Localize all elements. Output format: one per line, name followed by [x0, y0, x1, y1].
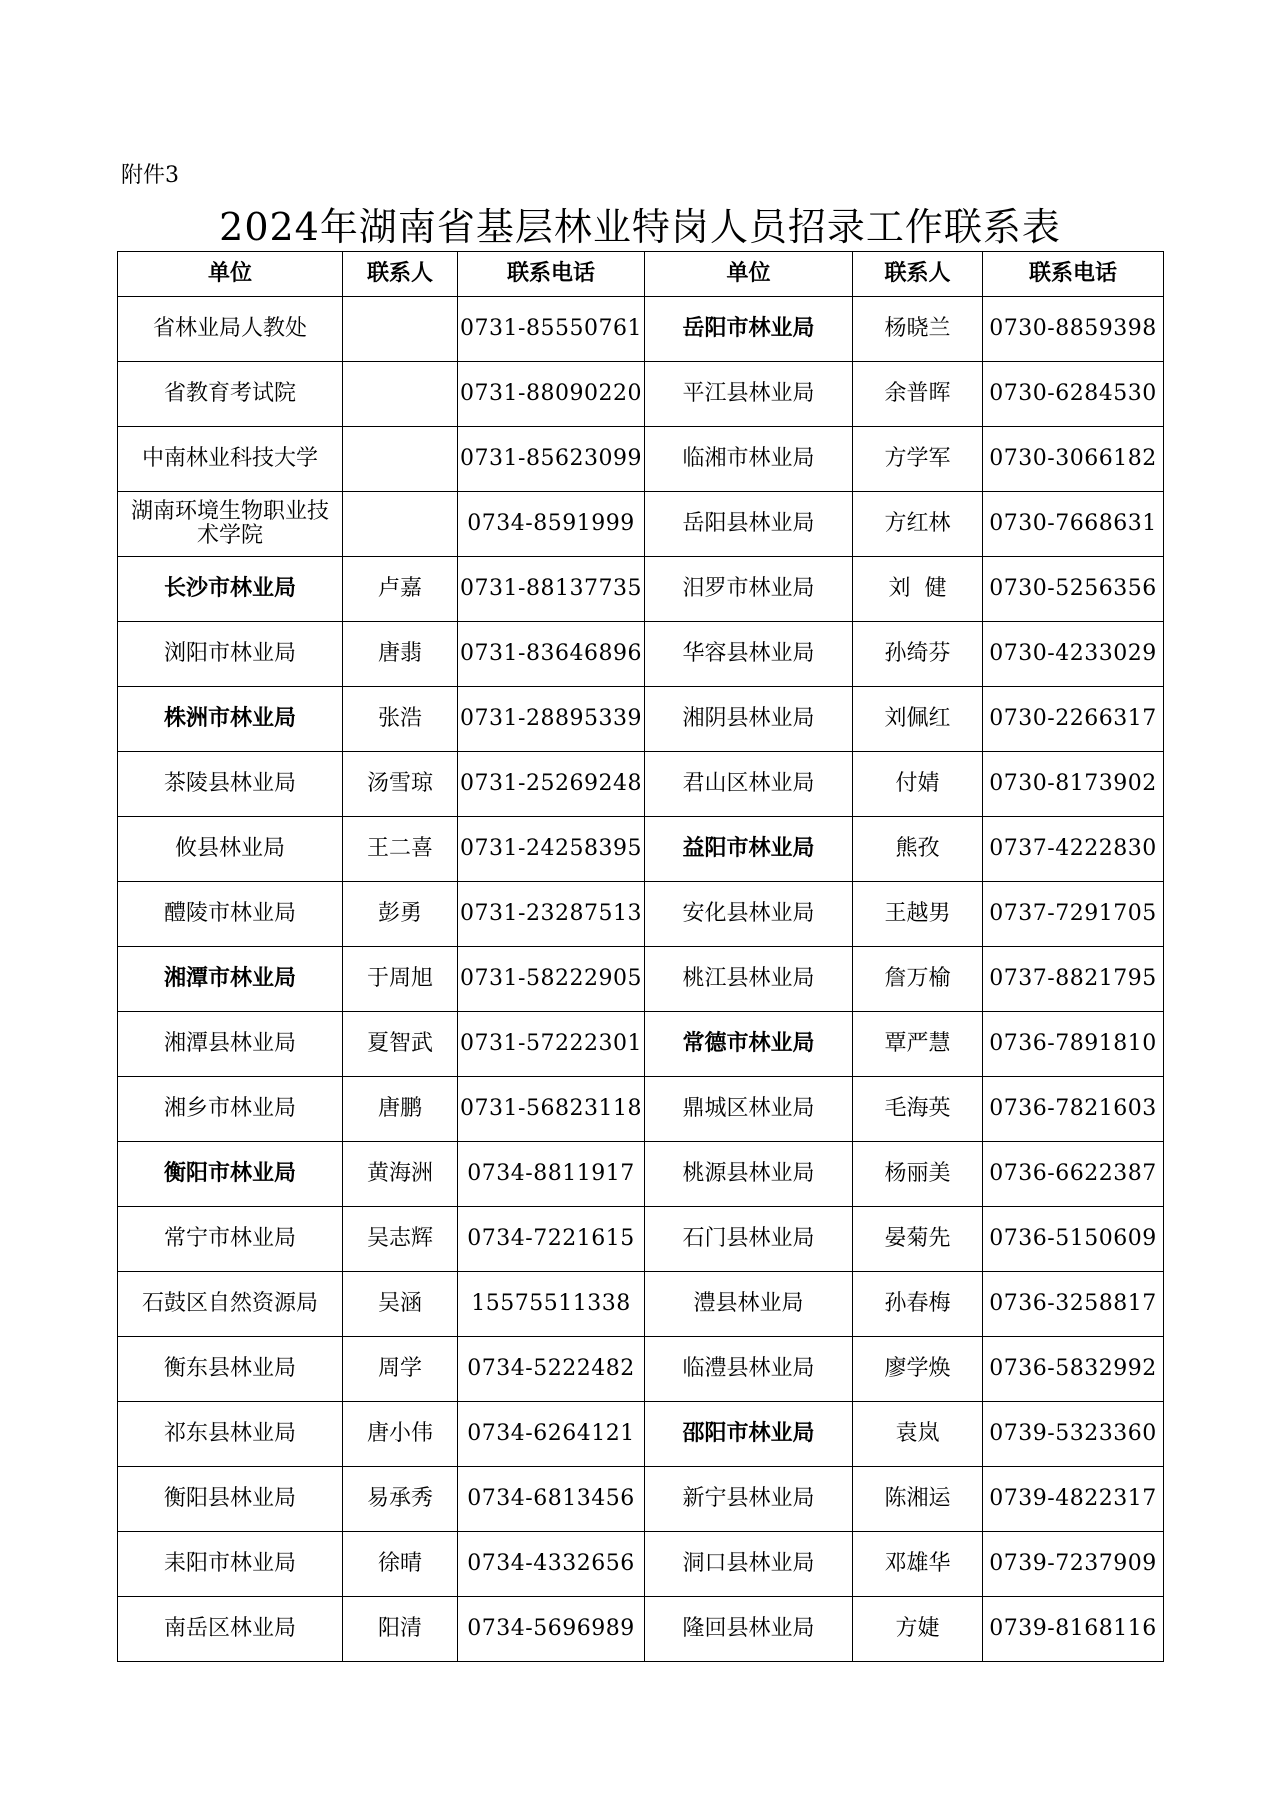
cell-unit-left: 长沙市林业局	[118, 557, 343, 622]
cell-contact-left	[343, 492, 458, 557]
cell-contact-left: 阳清	[343, 1597, 458, 1662]
table-row	[118, 1012, 1164, 1077]
cell-unit-left: 耒阳市林业局	[118, 1532, 343, 1597]
cell-phone-left: 0734-5696989	[458, 1597, 645, 1662]
cell-contact-left: 于周旭	[343, 947, 458, 1012]
cell-phone-left: 0731-23287513	[458, 882, 645, 947]
cell-phone-left: 0731-85550761	[458, 297, 645, 362]
cell-contact-left: 唐翡	[343, 622, 458, 687]
table-row	[118, 1402, 1164, 1467]
table-row	[118, 1337, 1164, 1402]
cell-phone-right: 0739-5323360	[983, 1402, 1164, 1467]
cell-phone-left: 0731-56823118	[458, 1077, 645, 1142]
cell-contact-right: 晏菊先	[853, 1207, 983, 1272]
cell-unit-right: 岳阳县林业局	[645, 492, 853, 557]
cell-unit-right: 洞口县林业局	[645, 1532, 853, 1597]
contact-table	[117, 251, 1164, 1662]
cell-phone-right: 0730-4233029	[983, 622, 1164, 687]
cell-phone-left: 0731-83646896	[458, 622, 645, 687]
table-row	[118, 817, 1164, 882]
cell-phone-right: 0739-8168116	[983, 1597, 1164, 1662]
cell-contact-right: 邓雄华	[853, 1532, 983, 1597]
cell-unit-left: 湘潭县林业局	[118, 1012, 343, 1077]
cell-phone-right: 0737-8821795	[983, 947, 1164, 1012]
cell-unit-left: 省林业局人教处	[118, 297, 343, 362]
table-body	[118, 297, 1164, 1662]
cell-phone-right: 0736-7891810	[983, 1012, 1164, 1077]
cell-phone-left: 0731-88090220	[458, 362, 645, 427]
cell-unit-left: 湘乡市林业局	[118, 1077, 343, 1142]
cell-contact-right: 袁岚	[853, 1402, 983, 1467]
cell-contact-right: 廖学焕	[853, 1337, 983, 1402]
cell-unit-left: 浏阳市林业局	[118, 622, 343, 687]
cell-phone-right: 0739-7237909	[983, 1532, 1164, 1597]
table-row	[118, 622, 1164, 687]
cell-unit-left: 衡阳县林业局	[118, 1467, 343, 1532]
cell-contact-left: 汤雪琼	[343, 752, 458, 817]
cell-phone-right: 0736-3258817	[983, 1272, 1164, 1337]
cell-phone-right: 0730-7668631	[983, 492, 1164, 557]
cell-unit-right: 临湘市林业局	[645, 427, 853, 492]
table-row	[118, 1597, 1164, 1662]
cell-unit-left: 省教育考试院	[118, 362, 343, 427]
cell-phone-right: 0730-6284530	[983, 362, 1164, 427]
table-row	[118, 492, 1164, 557]
table-header-row	[118, 252, 1164, 297]
cell-unit-left: 祁东县林业局	[118, 1402, 343, 1467]
cell-unit-left: 醴陵市林业局	[118, 882, 343, 947]
cell-phone-right: 0730-8859398	[983, 297, 1164, 362]
cell-contact-left: 夏智武	[343, 1012, 458, 1077]
table-row	[118, 882, 1164, 947]
cell-phone-right: 0730-8173902	[983, 752, 1164, 817]
cell-phone-left: 0734-5222482	[458, 1337, 645, 1402]
cell-contact-right: 刘佩红	[853, 687, 983, 752]
table-row	[118, 1077, 1164, 1142]
table-row	[118, 362, 1164, 427]
cell-phone-right: 0736-5832992	[983, 1337, 1164, 1402]
cell-contact-right: 杨丽美	[853, 1142, 983, 1207]
cell-unit-right: 鼎城区林业局	[645, 1077, 853, 1142]
cell-contact-right: 方红林	[853, 492, 983, 557]
table-row	[118, 687, 1164, 752]
cell-contact-right: 余普晖	[853, 362, 983, 427]
cell-contact-left	[343, 362, 458, 427]
header-contact-right: 联系人	[853, 252, 983, 297]
cell-phone-right: 0730-5256356	[983, 557, 1164, 622]
cell-unit-right: 君山区林业局	[645, 752, 853, 817]
cell-contact-right: 詹万榆	[853, 947, 983, 1012]
cell-contact-left: 张浩	[343, 687, 458, 752]
cell-contact-left: 吴涵	[343, 1272, 458, 1337]
table-row	[118, 752, 1164, 817]
cell-phone-right: 0737-4222830	[983, 817, 1164, 882]
cell-phone-right: 0736-6622387	[983, 1142, 1164, 1207]
cell-contact-right: 方婕	[853, 1597, 983, 1662]
header-phone-left: 联系电话	[458, 252, 645, 297]
cell-phone-right: 0739-4822317	[983, 1467, 1164, 1532]
cell-phone-left: 0731-58222905	[458, 947, 645, 1012]
cell-phone-left: 0734-8591999	[458, 492, 645, 557]
cell-unit-right: 常德市林业局	[645, 1012, 853, 1077]
cell-contact-right: 毛海英	[853, 1077, 983, 1142]
table-row	[118, 1532, 1164, 1597]
cell-unit-left: 湘潭市林业局	[118, 947, 343, 1012]
cell-unit-left: 衡东县林业局	[118, 1337, 343, 1402]
attachment-label: 附件3	[121, 163, 179, 188]
cell-contact-left: 徐晴	[343, 1532, 458, 1597]
cell-unit-right: 桃江县林业局	[645, 947, 853, 1012]
cell-phone-left: 0731-88137735	[458, 557, 645, 622]
table-row	[118, 297, 1164, 362]
cell-unit-right: 桃源县林业局	[645, 1142, 853, 1207]
table-row	[118, 1142, 1164, 1207]
cell-unit-left: 株洲市林业局	[118, 687, 343, 752]
page-title: 2024年湖南省基层林业特岗人员招录工作联系表	[219, 205, 1061, 249]
cell-unit-right: 隆回县林业局	[645, 1597, 853, 1662]
cell-unit-right: 平江县林业局	[645, 362, 853, 427]
cell-phone-left: 0731-24258395	[458, 817, 645, 882]
cell-unit-right: 石门县林业局	[645, 1207, 853, 1272]
cell-unit-right: 新宁县林业局	[645, 1467, 853, 1532]
cell-phone-left: 0731-25269248	[458, 752, 645, 817]
cell-phone-right: 0730-2266317	[983, 687, 1164, 752]
cell-phone-left: 0734-6264121	[458, 1402, 645, 1467]
table-row	[118, 947, 1164, 1012]
cell-phone-left: 0731-57222301	[458, 1012, 645, 1077]
cell-contact-left: 彭勇	[343, 882, 458, 947]
cell-unit-right: 安化县林业局	[645, 882, 853, 947]
cell-phone-right: 0736-5150609	[983, 1207, 1164, 1272]
cell-phone-right: 0736-7821603	[983, 1077, 1164, 1142]
cell-phone-left: 0731-85623099	[458, 427, 645, 492]
header-unit-left: 单位	[118, 252, 343, 297]
cell-unit-right: 益阳市林业局	[645, 817, 853, 882]
cell-contact-right: 杨晓兰	[853, 297, 983, 362]
cell-contact-left	[343, 297, 458, 362]
cell-unit-left: 攸县林业局	[118, 817, 343, 882]
cell-phone-left: 0734-6813456	[458, 1467, 645, 1532]
header-unit-right: 单位	[645, 252, 853, 297]
cell-contact-left: 唐小伟	[343, 1402, 458, 1467]
cell-unit-right: 岳阳市林业局	[645, 297, 853, 362]
cell-contact-right: 方学军	[853, 427, 983, 492]
cell-contact-right: 熊孜	[853, 817, 983, 882]
cell-unit-left: 常宁市林业局	[118, 1207, 343, 1272]
cell-unit-right: 湘阴县林业局	[645, 687, 853, 752]
cell-unit-left: 中南林业科技大学	[118, 427, 343, 492]
cell-unit-right: 邵阳市林业局	[645, 1402, 853, 1467]
cell-unit-left: 湖南环境生物职业技术学院	[118, 492, 343, 557]
cell-contact-right: 孙绮芬	[853, 622, 983, 687]
table-row	[118, 427, 1164, 492]
cell-unit-right: 华容县林业局	[645, 622, 853, 687]
cell-contact-left: 周学	[343, 1337, 458, 1402]
cell-contact-right: 覃严慧	[853, 1012, 983, 1077]
cell-phone-right: 0730-3066182	[983, 427, 1164, 492]
cell-unit-right: 汨罗市林业局	[645, 557, 853, 622]
cell-unit-left: 衡阳市林业局	[118, 1142, 343, 1207]
header-phone-right: 联系电话	[983, 252, 1164, 297]
cell-phone-left: 0734-8811917	[458, 1142, 645, 1207]
cell-contact-left: 易承秀	[343, 1467, 458, 1532]
table-row	[118, 1467, 1164, 1532]
cell-unit-left: 茶陵县林业局	[118, 752, 343, 817]
cell-phone-right: 0737-7291705	[983, 882, 1164, 947]
cell-contact-right: 付婧	[853, 752, 983, 817]
cell-contact-left: 吴志辉	[343, 1207, 458, 1272]
table-row	[118, 1207, 1164, 1272]
cell-unit-left: 南岳区林业局	[118, 1597, 343, 1662]
header-contact-left: 联系人	[343, 252, 458, 297]
cell-contact-left: 卢嘉	[343, 557, 458, 622]
cell-unit-right: 临澧县林业局	[645, 1337, 853, 1402]
table-row	[118, 1272, 1164, 1337]
cell-contact-right: 王越男	[853, 882, 983, 947]
cell-unit-left: 石鼓区自然资源局	[118, 1272, 343, 1337]
cell-contact-left: 黄海洲	[343, 1142, 458, 1207]
cell-contact-left: 王二喜	[343, 817, 458, 882]
cell-unit-right: 澧县林业局	[645, 1272, 853, 1337]
cell-contact-right: 孙春梅	[853, 1272, 983, 1337]
cell-contact-left	[343, 427, 458, 492]
table-row	[118, 557, 1164, 622]
cell-contact-right: 刘 健	[853, 557, 983, 622]
cell-phone-left: 15575511338	[458, 1272, 645, 1337]
cell-contact-left: 唐鹏	[343, 1077, 458, 1142]
cell-phone-left: 0734-4332656	[458, 1532, 645, 1597]
cell-phone-left: 0731-28895339	[458, 687, 645, 752]
cell-phone-left: 0734-7221615	[458, 1207, 645, 1272]
cell-contact-right: 陈湘运	[853, 1467, 983, 1532]
